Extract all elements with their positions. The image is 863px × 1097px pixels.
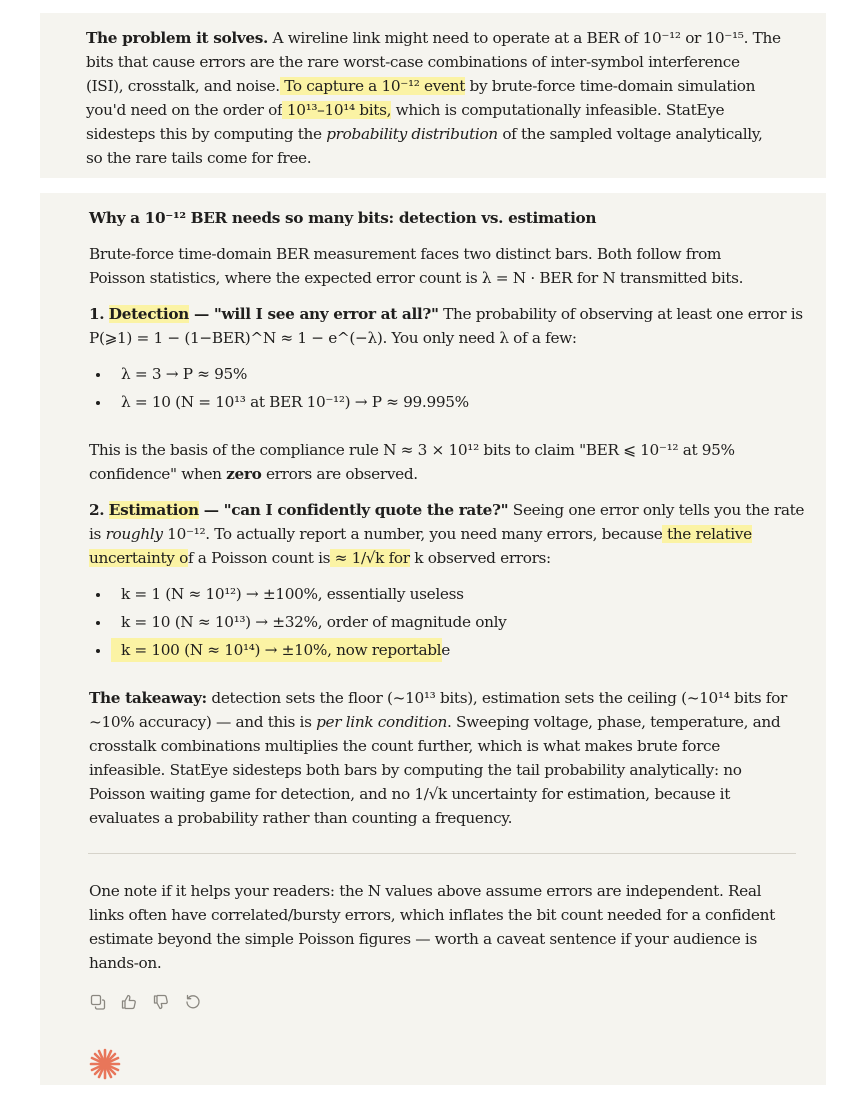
note-line-1: One note if it helps your readers: the N values above assume errors are independent. Real xyxy=(89,882,762,900)
takeaway-line-6: evaluates a probability rather than counting a frequency. xyxy=(89,809,513,827)
note-line-3: estimate beyond the simple Poisson figures — worth a caveat sentence if your audience is xyxy=(89,930,757,948)
intro-para-line-1: Brute-force time-domain BER measurement faces two distinct bars. Both follow from xyxy=(89,245,722,263)
bullet-dot xyxy=(96,621,100,625)
copy-button[interactable] xyxy=(89,993,107,1011)
like-button[interactable] xyxy=(120,993,138,1011)
thumbs-down-icon xyxy=(152,993,170,1011)
note-line-2: links often have correlated/bursty errors, which inflates the bit count needed for a confident xyxy=(89,906,775,924)
rule-line-1: This is the basis of the compliance rule N ≈ 3 × 10¹² bits to claim "BER ⩽ 10⁻¹² at 95% xyxy=(89,441,735,459)
takeaway-line-5: Poisson waiting game for detection, and no 1/√k uncertainty for estimation, because it xyxy=(89,785,731,803)
takeaway-line-2: ~10% accuracy) — and this is per link condition. Sweeping voltage, phase, temperature, and xyxy=(89,713,781,731)
highlight: uncertainty o xyxy=(89,549,188,567)
takeaway-line-3: crosstalk combinations multiplies the count further, which is what makes brute force xyxy=(89,737,720,755)
highlight: Detection xyxy=(108,305,189,323)
estimation-bullet-3: k = 100 (N ≈ 10¹⁴) → ±10%, now reportable xyxy=(121,641,450,659)
claude-asterisk-icon xyxy=(88,1047,122,1081)
intro-line-4: you'd need on the order of 10¹³–10¹⁴ bits, which is computationally infeasible. StatEye xyxy=(86,101,725,119)
intro-line-3: (ISI), crosstalk, and noise. To capture a 10⁻¹² event by brute-force time-domain simulation xyxy=(86,77,756,95)
estimation-line-3: uncertainty of a Poisson count is ≈ 1/√k for k observed errors: xyxy=(89,549,551,567)
estimation-line-2: is roughly 10⁻¹². To actually report a number, you need many errors, because the relative xyxy=(89,525,752,543)
intro-line-2: bits that cause errors are the rare worst-case combinations of inter-symbol interference xyxy=(86,53,740,71)
retry-icon xyxy=(184,993,202,1011)
retry-button[interactable] xyxy=(184,993,202,1011)
estimation-line-1: 2. Estimation — "can I confidently quote the rate?" Seeing one error only tells you the rate xyxy=(89,501,805,519)
bullet-dot xyxy=(96,401,100,405)
highlight: 10¹³–10¹⁴ bits, xyxy=(282,101,392,119)
detection-bullet-1: λ = 3 → P ≈ 95% xyxy=(121,365,248,383)
highlight: Estimation xyxy=(108,501,199,519)
section-heading: Why a 10⁻¹² BER needs so many bits: detection vs. estimation xyxy=(89,209,597,227)
highlight: ≈ 1/√k for xyxy=(330,549,410,567)
thumbs-up-icon xyxy=(120,993,138,1011)
intro-para-line-2: Poisson statistics, where the expected error count is λ = N · BER for N transmitted bits. xyxy=(89,269,744,287)
bullet-dot xyxy=(96,593,100,597)
estimation-bullet-2: k = 10 (N ≈ 10¹³) → ±32%, order of magnitude only xyxy=(121,613,507,631)
highlight: To capture a 10⁻¹² event xyxy=(279,77,466,95)
estimation-bullet-1: k = 1 (N ≈ 10¹²) → ±100%, essentially useless xyxy=(121,585,464,603)
intro-line-5: sidesteps this by computing the probability distribution of the sampled voltage analytically, xyxy=(86,125,763,143)
divider xyxy=(88,853,796,854)
note-line-4: hands-on. xyxy=(89,954,162,972)
intro-line-1: The problem it solves. A wireline link might need to operate at a BER of 10⁻¹² or 10⁻¹⁵. The xyxy=(86,29,781,47)
bullet-dot xyxy=(96,373,100,377)
takeaway-line-1: The takeaway: detection sets the floor (~10¹³ bits), estimation sets the ceiling (~10¹⁴ bits for xyxy=(89,689,787,707)
intro-line-6: so the rare tails come for free. xyxy=(86,149,312,167)
rule-line-2: confidence" when zero errors are observed. xyxy=(89,465,418,483)
copy-icon xyxy=(89,993,107,1011)
bullet-dot xyxy=(96,649,100,653)
detection-line-1: 1. Detection — "will I see any error at all?" The probability of observing at least one error is xyxy=(89,305,803,323)
dislike-button[interactable] xyxy=(152,993,170,1011)
claude-logo xyxy=(88,1047,122,1081)
takeaway-line-4: infeasible. StatEye sidesteps both bars by computing the tail probability analytically: no xyxy=(89,761,742,779)
highlight: the relative xyxy=(662,525,752,543)
detection-line-2: P(⩾1) = 1 − (1−BER)^N ≈ 1 − e^(−λ). You only need λ of a few: xyxy=(89,329,577,347)
detection-bullet-2: λ = 10 (N = 10¹³ at BER 10⁻¹²) → P ≈ 99.995% xyxy=(121,393,469,411)
